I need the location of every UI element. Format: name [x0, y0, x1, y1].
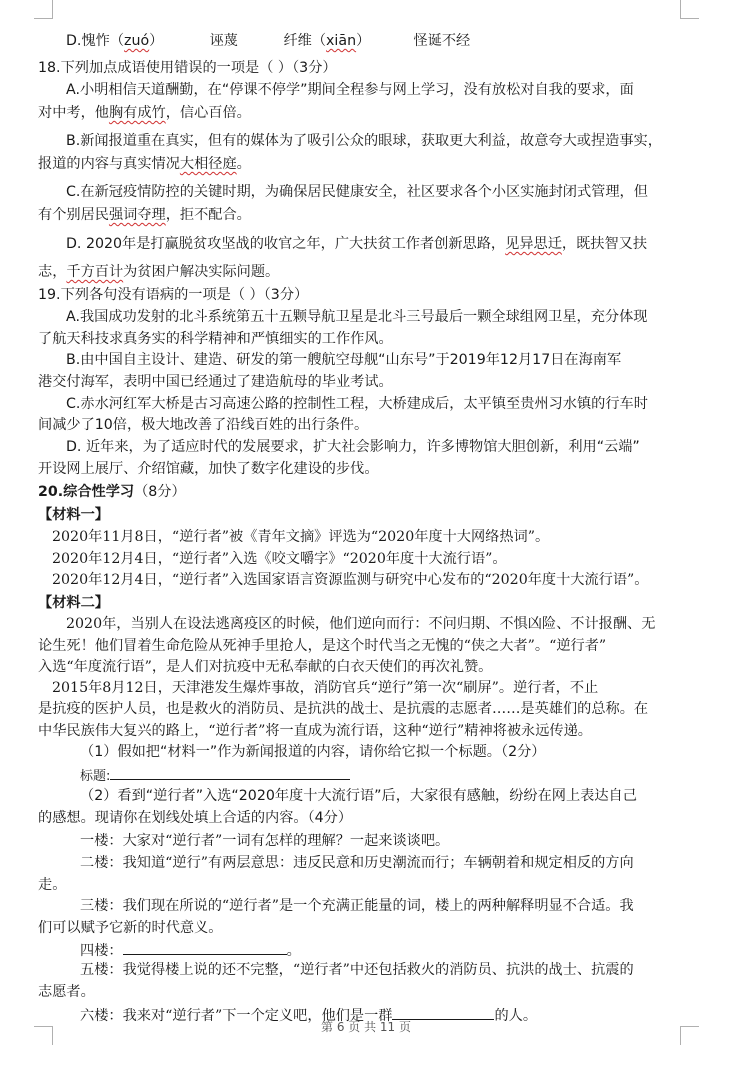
- material-1-line3: 2020年12月4日，“逆行者”入选国家语言资源监测与研究中心发布的“2020年度十大流行语”。: [52, 572, 649, 588]
- q20-heading: 20.综合性学习（8分）: [38, 484, 186, 500]
- floor-1: 一楼：大家对“逆行者”一词有怎样的理解？一起来谈谈吧。: [80, 833, 450, 849]
- q18-option-a-line2: 对中考，他胸有成竹，信心百倍。: [38, 105, 251, 121]
- q18-option-a-line1: A.小明相信天道酬勤，在“停课不停学”期间全程参与网上学习，没有放松对自我的要求，面: [66, 82, 634, 98]
- q19-option-b-line2: 港交付海军，表明中国已经通过了建造航母的毕业考试。: [38, 374, 393, 390]
- q18-option-c-line2: 有个别居民强词夺理，拒不配合。: [38, 207, 251, 223]
- material-2-heading: 【材料二】: [38, 595, 109, 611]
- q18-option-b-line1: B.新闻报道重在真实，但有的媒体为了吸引公众的眼球，获取更大利益，故意夸大或捏造事实，: [66, 133, 662, 149]
- floor-4-blank[interactable]: [123, 939, 287, 955]
- title-answer-blank[interactable]: [110, 764, 350, 780]
- material-2-p1-line3: 入选“年度流行语”，是人们对抗疫中无私奉献的白衣天使们的再次礼赞。: [38, 659, 493, 675]
- q19-option-b-line1: B.由中国自主设计、建造、研发的第一艘航空母舰“山东号”于2019年12月17日在海南军: [66, 352, 622, 368]
- material-2-p2-line2: 是抗疫的医护人员，也是救火的消防员、是抗洪的战士、是抗震的志愿者……是英雄们的总称。在: [38, 701, 649, 717]
- floor-5-line2: 志愿者。: [38, 984, 95, 1000]
- material-2-p2-line1: 2015年8月12日，天津港发生爆炸事故，消防官兵“逆行”第一次“刷屏”。逆行者，不止: [52, 680, 599, 696]
- floor-3-line2: 们可以赋予它新的时代意义。: [38, 920, 223, 936]
- material-1-heading: 【材料一】: [38, 507, 109, 523]
- crop-mark-top-right: [680, 0, 699, 19]
- q18-stem: 18.下列加点成语使用错误的一项是（ ）（3分）: [38, 60, 337, 76]
- subq1-title-answer: 标题:: [80, 764, 350, 787]
- q19-option-d-line2: 开设网上展厅、介绍馆藏，加快了数字化建设的步伐。: [38, 461, 379, 477]
- q18-option-d-line2: 志，千方百计为贫困户解决实际问题。: [38, 264, 280, 280]
- floor-3-line1: 三楼：我们现在所说的“逆行者”是一个充满正能量的词，楼上的两种解释明显不合适。我: [80, 898, 634, 914]
- q19-stem: 19.下列各句没有语病的一项是（ ）（3分）: [38, 287, 309, 303]
- q18-option-d-line1: D. 2020年是打赢脱贫攻坚战的收官之年，广大扶贫工作者创新思路，见异思迁，既扶智又扶: [66, 236, 648, 252]
- crop-mark-top-left: [34, 0, 53, 19]
- q18-option-c-line1: C.在新冠疫情防控的关键时期，为确保居民健康安全，社区要求各个小区实施封闭式管理，但: [66, 184, 648, 200]
- q19-option-c-line1: C.赤水河红军大桥是古习高速公路的控制性工程，大桥建成后，太平镇至贵州习水镇的行车时: [66, 396, 648, 412]
- floor-4: 四楼： 。: [80, 939, 301, 961]
- material-2-p1-line1: 2020年，当别人在设法逃离疫区的时候，他们逆向而行：不问归期、不惧凶险、不计报酬、无: [66, 616, 656, 632]
- q18-option-b-line2: 报道的内容与真实情况大相径庭。: [38, 156, 251, 172]
- page-footer: 第 6 页 共 11 页: [321, 1020, 411, 1034]
- subq1-text: （1）假如把“材料一”作为新闻报道的内容，请你给它拟一个标题。（2分）: [80, 744, 546, 760]
- material-2-p1-line2: 论生死！他们冒着生命危险从死神手里抢人，是这个时代当之无愧的“侠之大者”。“逆行者”: [38, 638, 607, 654]
- q19-option-c-line2: 间减少了10倍，极大地改善了沿线百姓的出行条件。: [38, 417, 369, 433]
- floor-2-line1: 二楼：我知道“逆行”有两层意思：违反民意和历史潮流而行；车辆朝着和规定相反的方向: [80, 855, 634, 871]
- material-1-line1: 2020年11月8日，“逆行者”被《青年文摘》评选为“2020年度十大网络热词”。: [52, 529, 550, 545]
- q19-option-a-line2: 了航天科技求真务实的科学精神和严慎细实的工作作风。: [38, 331, 393, 347]
- q17-option-d: D.愧怍（zuó） 诬蔑 纤维（xiān） 怪诞不经: [66, 33, 471, 49]
- floor-2-line2: 走。: [38, 877, 67, 893]
- material-2-p2-line3: 中华民族伟大复兴的路上，“逆行者”将一直成为流行语，这种“逆行”精神将被永远传递。: [38, 723, 592, 739]
- subq2-line1: （2）看到“逆行者”入选“2020年度十大流行语”后，大家很有感触，纷纷在网上表达自己: [80, 788, 637, 804]
- floor-6: 六楼：我来对“逆行者”下一个定义吧，他们是一群 的人。: [80, 1004, 537, 1026]
- q19-option-a-line1: A.我国成功发射的北斗系统第五十五颗导航卫星是北斗三号最后一颗全球组网卫星，充分体现: [66, 309, 648, 325]
- subq2-line2: 的感想。现请你在划线处填上合适的内容。（4分）: [38, 810, 353, 826]
- q19-option-d-line1: D. 近年来，为了适应时代的发展要求，扩大社会影响力，许多博物馆大胆创新，利用“云端”: [66, 439, 640, 455]
- floor-5-line1: 五楼：我觉得楼上说的还不完整，“逆行者”中还包括救火的消防员、抗洪的战士、抗震的: [80, 962, 634, 978]
- material-1-line2: 2020年12月4日，“逆行者”入选《咬文嚼字》“2020年度十大流行语”。: [52, 551, 507, 567]
